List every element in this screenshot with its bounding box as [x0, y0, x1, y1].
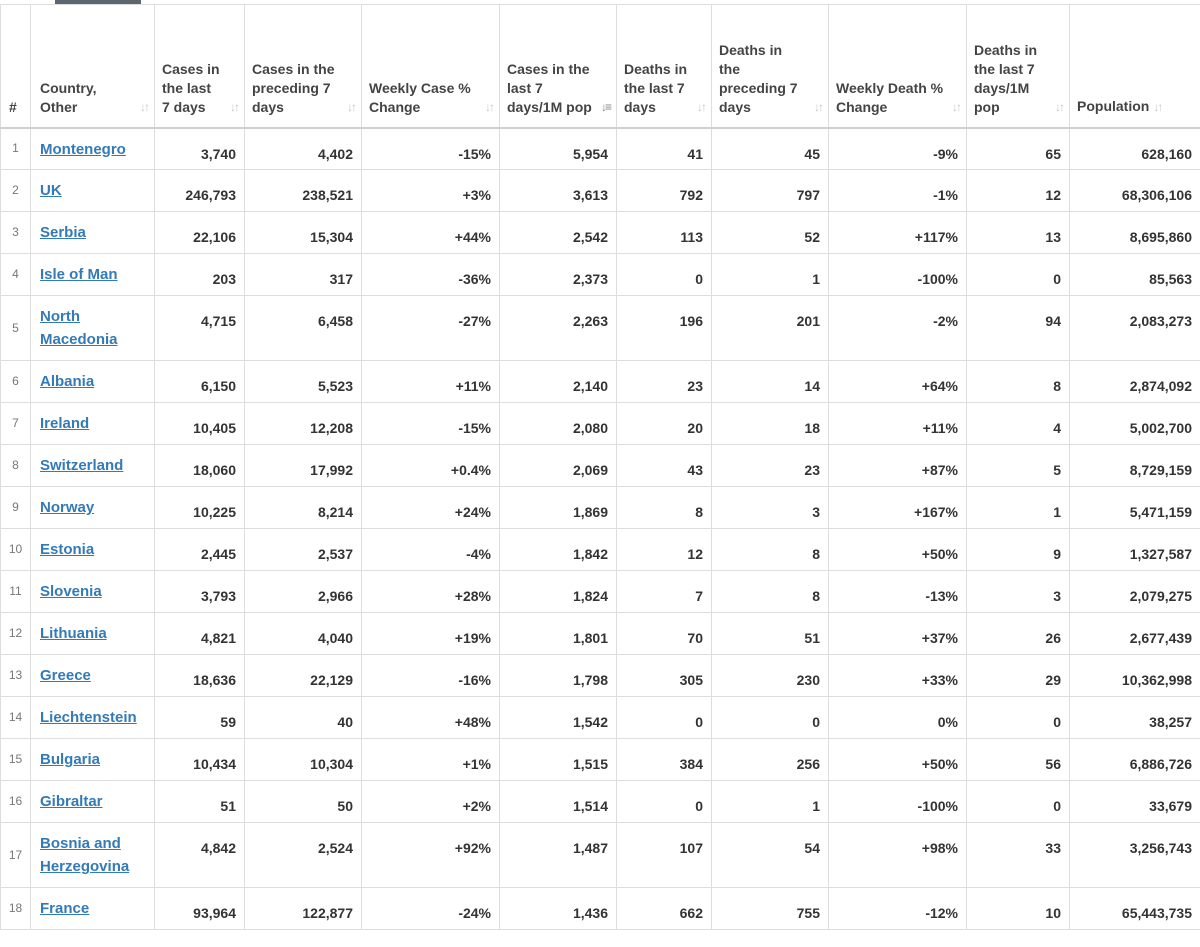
weekly-case-change-cell: +0.4% [362, 445, 500, 487]
table-row [1, 529, 1200, 571]
cases-preceding-7-days-cell: 2,524 [245, 823, 362, 888]
deaths-last-7-days-cell: 23 [617, 361, 712, 403]
table-row [1, 361, 1200, 403]
cases-per-1m-cell: 1,824 [500, 571, 617, 613]
population-cell: 628,160 [1070, 128, 1200, 170]
cases-per-1m-cell: 1,842 [500, 529, 617, 571]
column-header-deaths-per-1m[interactable] [967, 5, 1070, 128]
cases-per-1m-cell: 1,514 [500, 781, 617, 823]
country-link[interactable]: Bosnia and Herzegovina [40, 835, 130, 875]
population-cell: 5,471,159 [1070, 487, 1200, 529]
table-row [1, 403, 1200, 445]
deaths-last-7-days-cell: 0 [617, 254, 712, 296]
cases-last-7-days-cell: 6,150 [155, 361, 245, 403]
deaths-last-7-days-cell: 0 [617, 781, 712, 823]
table-row [1, 445, 1200, 487]
table-row [1, 170, 1200, 212]
population-cell: 68,306,106 [1070, 170, 1200, 212]
table-row [1, 128, 1200, 170]
deaths-per-1m-cell: 3 [967, 571, 1070, 613]
deaths-preceding-7-days-cell: 52 [712, 212, 829, 254]
cases-last-7-days-cell: 10,405 [155, 403, 245, 445]
rank-cell: 14 [1, 697, 31, 739]
cases-preceding-7-days-cell: 40 [245, 697, 362, 739]
cases-preceding-7-days-cell: 22,129 [245, 655, 362, 697]
deaths-preceding-7-days-cell: 0 [712, 697, 829, 739]
rank-cell: 8 [1, 445, 31, 487]
cases-per-1m-cell: 1,869 [500, 487, 617, 529]
country-cell [31, 739, 155, 781]
header-label: Deaths in the preceding 7 days [719, 41, 798, 115]
sort-arrows-icon[interactable]: ↓↑ [140, 99, 148, 114]
deaths-per-1m-cell: 0 [967, 697, 1070, 739]
country-cell [31, 128, 155, 170]
weekly-case-change-cell: -24% [362, 888, 500, 930]
deaths-last-7-days-cell: 7 [617, 571, 712, 613]
weekly-case-change-cell: +1% [362, 739, 500, 781]
country-link[interactable]: Bulgaria [40, 751, 101, 768]
deaths-preceding-7-days-cell: 1 [712, 781, 829, 823]
country-link[interactable]: Serbia [40, 224, 86, 241]
cases-preceding-7-days-cell: 238,521 [245, 170, 362, 212]
weekly-death-change-cell: +50% [829, 529, 967, 571]
cases-last-7-days-cell: 18,060 [155, 445, 245, 487]
column-header-population[interactable] [1070, 5, 1200, 128]
weekly-death-change-cell: +117% [829, 212, 967, 254]
table-row [1, 212, 1200, 254]
deaths-preceding-7-days-cell: 1 [712, 254, 829, 296]
deaths-preceding-7-days-cell: 3 [712, 487, 829, 529]
weekly-case-change-cell: -4% [362, 529, 500, 571]
header-label: # [9, 98, 17, 115]
rank-cell: 10 [1, 529, 31, 571]
weekly-death-change-cell: +50% [829, 739, 967, 781]
sort-arrows-icon[interactable]: ↓↑ [1153, 99, 1162, 114]
country-link[interactable]: Ireland [40, 415, 90, 432]
cases-preceding-7-days-cell: 6,458 [245, 296, 362, 361]
cases-last-7-days-cell: 4,715 [155, 296, 245, 361]
country-cell [31, 445, 155, 487]
weekly-case-change-cell: -27% [362, 296, 500, 361]
population-cell: 2,079,275 [1070, 571, 1200, 613]
cases-preceding-7-days-cell: 2,966 [245, 571, 362, 613]
cases-last-7-days-cell: 2,445 [155, 529, 245, 571]
weekly-death-change-cell: +167% [829, 487, 967, 529]
deaths-per-1m-cell: 26 [967, 613, 1070, 655]
weekly-case-change-cell: +92% [362, 823, 500, 888]
deaths-preceding-7-days-cell: 755 [712, 888, 829, 930]
weekly-death-change-cell: -100% [829, 254, 967, 296]
deaths-preceding-7-days-cell: 14 [712, 361, 829, 403]
weekly-death-change-cell: +11% [829, 403, 967, 445]
deaths-per-1m-cell: 33 [967, 823, 1070, 888]
rank-cell: 12 [1, 613, 31, 655]
country-link[interactable]: Isle of Man [40, 266, 118, 283]
cases-last-7-days-cell: 59 [155, 697, 245, 739]
deaths-last-7-days-cell: 305 [617, 655, 712, 697]
deaths-last-7-days-cell: 792 [617, 170, 712, 212]
country-cell [31, 571, 155, 613]
deaths-per-1m-cell: 12 [967, 170, 1070, 212]
cases-per-1m-cell: 2,263 [500, 296, 617, 361]
table-row [1, 781, 1200, 823]
table-row [1, 697, 1200, 739]
deaths-per-1m-cell: 4 [967, 403, 1070, 445]
population-cell: 6,886,726 [1070, 739, 1200, 781]
cases-last-7-days-cell: 246,793 [155, 170, 245, 212]
header-label: Deaths in the last 7 days/1M pop [974, 41, 1038, 115]
country-link[interactable]: Montenegro [40, 140, 126, 158]
rank-cell: 2 [1, 170, 31, 212]
deaths-last-7-days-cell: 43 [617, 445, 712, 487]
table-row [1, 655, 1200, 697]
deaths-preceding-7-days-cell: 8 [712, 571, 829, 613]
deaths-preceding-7-days-cell: 797 [712, 170, 829, 212]
deaths-per-1m-cell: 94 [967, 296, 1070, 361]
deaths-preceding-7-days-cell: 8 [712, 529, 829, 571]
population-cell: 2,083,273 [1070, 296, 1200, 361]
weekly-case-change-cell: -15% [362, 128, 500, 170]
cases-last-7-days-cell: 93,964 [155, 888, 245, 930]
column-header-cases-preceding-7-days[interactable] [245, 5, 362, 128]
country-cell [31, 613, 155, 655]
country-cell [31, 529, 155, 571]
country-cell [31, 888, 155, 930]
cases-per-1m-cell: 2,069 [500, 445, 617, 487]
cases-last-7-days-cell: 3,793 [155, 571, 245, 613]
sort-arrows-icon[interactable]: ↓↑ [697, 99, 705, 114]
header-label: Weekly Case % Change [369, 79, 471, 115]
deaths-last-7-days-cell: 8 [617, 487, 712, 529]
deaths-last-7-days-cell: 107 [617, 823, 712, 888]
cases-per-1m-cell: 3,613 [500, 170, 617, 212]
sort-arrows-icon[interactable]: ↓↑ [952, 99, 960, 114]
deaths-last-7-days-cell: 384 [617, 739, 712, 781]
cases-last-7-days-cell: 22,106 [155, 212, 245, 254]
cases-per-1m-cell: 1,487 [500, 823, 617, 888]
weekly-case-change-cell: -15% [362, 403, 500, 445]
population-cell: 33,679 [1070, 781, 1200, 823]
weekly-case-change-cell: -16% [362, 655, 500, 697]
weekly-death-change-cell: +87% [829, 445, 967, 487]
rank-cell: 4 [1, 254, 31, 296]
weekly-case-change-cell: +48% [362, 697, 500, 739]
country-cell [31, 212, 155, 254]
country-link[interactable]: Slovenia [40, 583, 102, 600]
population-cell: 65,443,735 [1070, 888, 1200, 930]
deaths-preceding-7-days-cell: 18 [712, 403, 829, 445]
cases-preceding-7-days-cell: 4,040 [245, 613, 362, 655]
country-cell [31, 170, 155, 212]
header-label: Cases in the last 7 days [162, 60, 220, 115]
deaths-per-1m-cell: 10 [967, 888, 1070, 930]
country-cell [31, 296, 155, 361]
weekly-death-change-cell: 0% [829, 697, 967, 739]
country-cell [31, 655, 155, 697]
sort-arrows-icon[interactable]: ↓↑ [814, 99, 822, 114]
column-header-deaths-last-7-days[interactable] [617, 5, 712, 128]
table-body [1, 128, 1200, 930]
cases-last-7-days-cell: 51 [155, 781, 245, 823]
sort-arrows-icon[interactable]: ↓↑ [485, 99, 493, 114]
country-link[interactable]: Greece [40, 667, 91, 684]
cases-preceding-7-days-cell: 12,208 [245, 403, 362, 445]
cases-preceding-7-days-cell: 15,304 [245, 212, 362, 254]
weekly-case-change-cell: +2% [362, 781, 500, 823]
cases-per-1m-cell: 1,542 [500, 697, 617, 739]
cases-per-1m-cell: 2,373 [500, 254, 617, 296]
rank-cell: 9 [1, 487, 31, 529]
header-label: Deaths in the last 7 days [624, 60, 688, 115]
rank-cell: 11 [1, 571, 31, 613]
country-cell [31, 781, 155, 823]
population-cell: 10,362,998 [1070, 655, 1200, 697]
rank-cell: 16 [1, 781, 31, 823]
deaths-last-7-days-cell: 662 [617, 888, 712, 930]
weekly-case-change-cell: +11% [362, 361, 500, 403]
header-label: Weekly Death % Change [836, 79, 944, 115]
population-cell: 5,002,700 [1070, 403, 1200, 445]
country-link[interactable]: Estonia [40, 541, 95, 558]
country-link[interactable]: UK [40, 182, 62, 199]
deaths-preceding-7-days-cell: 230 [712, 655, 829, 697]
table-row [1, 254, 1200, 296]
rank-cell: 1 [1, 128, 31, 170]
table-row [1, 296, 1200, 361]
rank-cell: 13 [1, 655, 31, 697]
cases-last-7-days-cell: 3,740 [155, 128, 245, 170]
weekly-case-change-cell: -36% [362, 254, 500, 296]
weekly-case-change-cell: +3% [362, 170, 500, 212]
deaths-preceding-7-days-cell: 54 [712, 823, 829, 888]
cases-per-1m-cell: 2,140 [500, 361, 617, 403]
cases-preceding-7-days-cell: 17,992 [245, 445, 362, 487]
deaths-preceding-7-days-cell: 201 [712, 296, 829, 361]
deaths-preceding-7-days-cell: 256 [712, 739, 829, 781]
cases-preceding-7-days-cell: 2,537 [245, 529, 362, 571]
weekly-death-change-cell: +98% [829, 823, 967, 888]
cases-per-1m-cell: 1,436 [500, 888, 617, 930]
table-row [1, 823, 1200, 888]
deaths-per-1m-cell: 0 [967, 781, 1070, 823]
weekly-death-change-cell: +33% [829, 655, 967, 697]
population-cell: 8,695,860 [1070, 212, 1200, 254]
rank-cell: 5 [1, 296, 31, 361]
sort-desc-icon[interactable]: ↓≡ [600, 99, 610, 114]
cases-last-7-days-cell: 4,842 [155, 823, 245, 888]
sort-arrows-icon[interactable]: ↓↑ [230, 99, 238, 114]
weekly-death-change-cell: +37% [829, 613, 967, 655]
column-header-cases-per-1m[interactable] [500, 5, 617, 128]
country-cell [31, 361, 155, 403]
deaths-per-1m-cell: 29 [967, 655, 1070, 697]
weekly-case-change-cell: +28% [362, 571, 500, 613]
country-cell [31, 823, 155, 888]
weekly-case-change-cell: +24% [362, 487, 500, 529]
population-cell: 1,327,587 [1070, 529, 1200, 571]
rank-cell: 7 [1, 403, 31, 445]
weekly-case-change-cell: +19% [362, 613, 500, 655]
table-row [1, 613, 1200, 655]
table-row [1, 571, 1200, 613]
country-link[interactable]: Albania [40, 373, 95, 390]
weekly-death-change-cell: +64% [829, 361, 967, 403]
sort-arrows-icon[interactable]: ↓↑ [347, 99, 355, 114]
weekly-death-change-cell: -12% [829, 888, 967, 930]
column-header-rank [1, 5, 31, 128]
deaths-last-7-days-cell: 41 [617, 128, 712, 170]
deaths-last-7-days-cell: 12 [617, 529, 712, 571]
column-header-country[interactable] [31, 5, 155, 128]
country-cell [31, 487, 155, 529]
country-cell [31, 254, 155, 296]
deaths-per-1m-cell: 13 [967, 212, 1070, 254]
table-row [1, 888, 1200, 930]
cases-last-7-days-cell: 10,225 [155, 487, 245, 529]
cases-per-1m-cell: 2,080 [500, 403, 617, 445]
cases-last-7-days-cell: 4,821 [155, 613, 245, 655]
country-link[interactable]: Liechtenstein [40, 709, 137, 726]
column-header-weekly-case-change[interactable] [362, 5, 500, 128]
cases-last-7-days-cell: 203 [155, 254, 245, 296]
deaths-per-1m-cell: 56 [967, 739, 1070, 781]
weekly-death-change-cell: -100% [829, 781, 967, 823]
sort-arrows-icon[interactable]: ↓↑ [1055, 99, 1063, 114]
cases-per-1m-cell: 1,798 [500, 655, 617, 697]
country-link[interactable]: France [40, 900, 90, 917]
country-link[interactable]: Gibraltar [40, 793, 103, 810]
deaths-last-7-days-cell: 196 [617, 296, 712, 361]
cases-last-7-days-cell: 10,434 [155, 739, 245, 781]
deaths-per-1m-cell: 1 [967, 487, 1070, 529]
population-cell: 85,563 [1070, 254, 1200, 296]
cases-per-1m-cell: 5,954 [500, 128, 617, 170]
country-link[interactable]: Switzerland [40, 457, 124, 474]
deaths-last-7-days-cell: 70 [617, 613, 712, 655]
weekly-trends-table [0, 4, 1200, 930]
cases-preceding-7-days-cell: 317 [245, 254, 362, 296]
population-cell: 8,729,159 [1070, 445, 1200, 487]
table-row [1, 739, 1200, 781]
cases-preceding-7-days-cell: 10,304 [245, 739, 362, 781]
country-link[interactable]: Lithuania [40, 625, 107, 642]
deaths-per-1m-cell: 5 [967, 445, 1070, 487]
rank-cell: 18 [1, 888, 31, 930]
cases-preceding-7-days-cell: 8,214 [245, 487, 362, 529]
header-label: Population [1077, 97, 1150, 114]
deaths-per-1m-cell: 65 [967, 128, 1070, 170]
cases-preceding-7-days-cell: 5,523 [245, 361, 362, 403]
weekly-death-change-cell: -1% [829, 170, 967, 212]
weekly-death-change-cell: -9% [829, 128, 967, 170]
population-cell: 2,677,439 [1070, 613, 1200, 655]
rank-cell: 15 [1, 739, 31, 781]
column-header-cases-last-7-days[interactable] [155, 5, 245, 128]
column-header-deaths-preceding-7-days[interactable] [712, 5, 829, 128]
deaths-per-1m-cell: 8 [967, 361, 1070, 403]
deaths-last-7-days-cell: 113 [617, 212, 712, 254]
deaths-preceding-7-days-cell: 51 [712, 613, 829, 655]
rank-cell: 6 [1, 361, 31, 403]
country-link[interactable]: North Macedonia [40, 308, 118, 348]
population-cell: 38,257 [1070, 697, 1200, 739]
deaths-preceding-7-days-cell: 23 [712, 445, 829, 487]
header-label: Cases in the last 7 days/1M pop [507, 60, 592, 115]
population-cell: 2,874,092 [1070, 361, 1200, 403]
table-row [1, 487, 1200, 529]
cases-per-1m-cell: 2,542 [500, 212, 617, 254]
deaths-last-7-days-cell: 0 [617, 697, 712, 739]
country-cell [31, 403, 155, 445]
weekly-death-change-cell: -13% [829, 571, 967, 613]
cases-per-1m-cell: 1,801 [500, 613, 617, 655]
weekly-death-change-cell: -2% [829, 296, 967, 361]
header-label: Cases in the preceding 7 days [252, 60, 335, 115]
cases-preceding-7-days-cell: 4,402 [245, 128, 362, 170]
deaths-last-7-days-cell: 20 [617, 403, 712, 445]
cases-per-1m-cell: 1,515 [500, 739, 617, 781]
population-cell: 3,256,743 [1070, 823, 1200, 888]
country-link[interactable]: Norway [40, 499, 95, 516]
deaths-per-1m-cell: 9 [967, 529, 1070, 571]
header-label: Country, Other [40, 79, 97, 115]
header-row [1, 5, 1200, 128]
weekly-case-change-cell: +44% [362, 212, 500, 254]
cases-last-7-days-cell: 18,636 [155, 655, 245, 697]
deaths-preceding-7-days-cell: 45 [712, 128, 829, 170]
deaths-per-1m-cell: 0 [967, 254, 1070, 296]
country-cell [31, 697, 155, 739]
rank-cell: 17 [1, 823, 31, 888]
cases-preceding-7-days-cell: 122,877 [245, 888, 362, 930]
cases-preceding-7-days-cell: 50 [245, 781, 362, 823]
column-header-weekly-death-change[interactable] [829, 5, 967, 128]
rank-cell: 3 [1, 212, 31, 254]
